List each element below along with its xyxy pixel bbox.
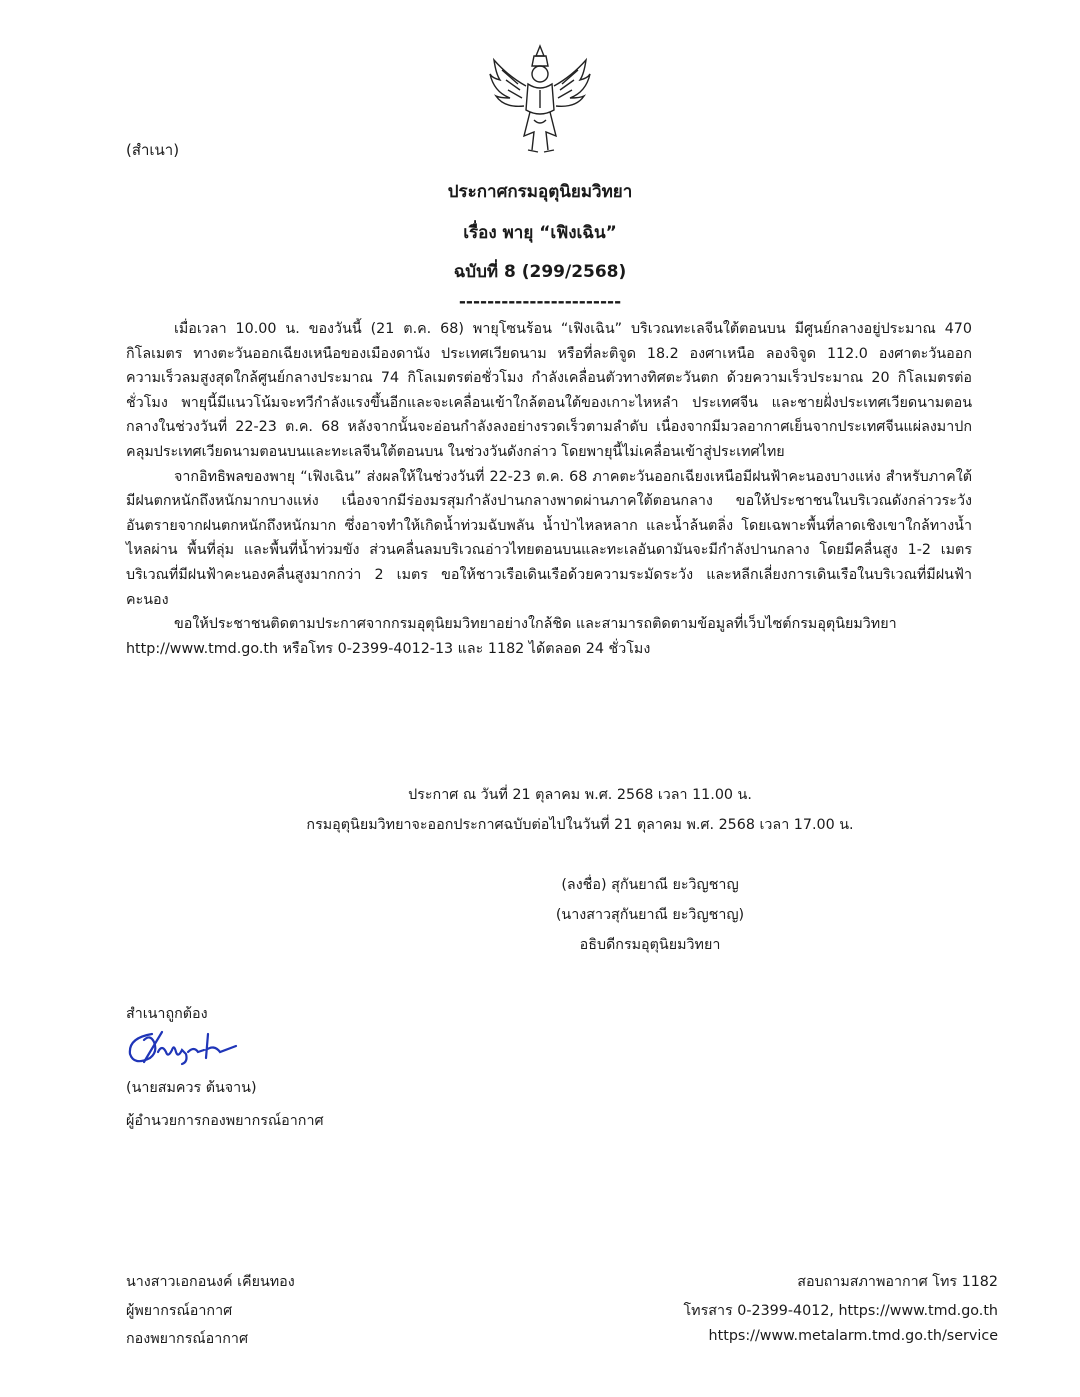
certified-label: สำเนาถูกต้อง (126, 1006, 208, 1022)
paragraph-storm-position: เมื่อเวลา 10.00 น. ของวันนี้ (21 ต.ค. 68) พายุโซนร้อน “เฟิงเฉิน” บริเวณทะเลจีนใต้ตอนบน มีศูนย์กลางอยู่ประมาณ 470 กิโลเมตร ทางตะวันออกเฉียงเหนือของเมืองดานัง ประเทศเวียดนาม หรือที่ละติจูด 18.2 องศาเหนือ ลองจิจูด 112.0 องศาตะวันออก ความเร็วลมสูงสุดใกล้ศูนย์กลางประมาณ 74 กิโลเมตรต่อชั่วโมง กำลังเคลื่อนตัวทางทิศตะวันตก ด้วยความเร็วประมาณ 20 กิโลเมตรต่อชั่วโมง พายุนี้มีแนวโน้มจะทวีกำลังแรงขึ้นอีกและจะเคลื่อนเข้าใกล้ตอนใต้ของเกาะไหหลำ ประเทศจีน และชายฝั่งประเทศเวียดนามตอนกลางในช่วงวันที่ 22-23 ต.ค. 68 หลังจากนั้นจะอ่อนกำลังลงอย่างรวดเร็วตามลำดับ เนื่องจากมีมวลอากาศเย็นจากประเทศจีนแผ่ลงมาปกคลุมประเทศเวียดนามตอนบนและทะเลจีนใต้ตอนบน ในช่วงวันดังกล่าว โดยพายุนี้ไม่เคลื่อนเข้าสู่ประเทศไทย (126, 321, 972, 460)
announcement-issue: ฉบับที่ 8 (299/2568) (453, 262, 627, 282)
announce-date: ประกาศ ณ วันที่ 21 ตุลาคม พ.ศ. 2568 เวลา 11.00 น. (408, 787, 752, 803)
footer-service-link: https://www.metalarm.tmd.go.th/service (708, 1328, 998, 1344)
certifier-position: ผู้อำนวยการกองพยากรณ์อากาศ (126, 1113, 324, 1129)
garuda-emblem-icon (488, 40, 592, 156)
footer-forecaster-role: ผู้พยากรณ์อากาศ (126, 1303, 233, 1319)
certifier-name: (นายสมควร ต้นจาน) (126, 1080, 257, 1096)
footer-forecaster-name: นางสาวเอกอนงค์ เคียนทอง (126, 1274, 295, 1290)
paragraph-follow-up: ขอให้ประชาชนติดตามประกาศจากกรมอุตุนิยมวิทยาอย่างใกล้ชิด และสามารถติดตามข้อมูลที่เว็บไซต์กรมอุตุนิยมวิทยา http://www.tmd.go.th หรือโทร 0-2399-4012-13 และ 1182 ได้ตลอด 24 ชั่วโมง (126, 616, 897, 657)
signed-line: (ลงชื่อ) สุกันยาณี ยะวิญชาญ (561, 877, 739, 893)
copy-note: (สำเนา) (126, 141, 180, 159)
divider: ----------------------- (458, 292, 622, 312)
next-announcement: กรมอุตุนิยมวิทยาจะออกประกาศฉบับต่อไปในวันที่ 21 ตุลาคม พ.ศ. 2568 เวลา 17.00 น. (306, 817, 854, 833)
announcement-subject: เรื่อง พายุ “เฟิงเฉิน” (463, 223, 617, 243)
signatory-name: (นางสาวสุกันยาณี ยะวิญชาญ) (555, 907, 745, 923)
paragraph-impact: จากอิทธิพลของพายุ “เฟิงเฉิน” ส่งผลให้ในช่วงวันที่ 22-23 ต.ค. 68 ภาคตะวันออกเฉียงเหนือมีฝนฟ้าคะนองบางแห่ง สำหรับภาคใต้มีฝนตกหนักถึงหนักมากบางแห่ง เนื่องจากมีร่องมรสุมกำลังปานกลางพาดผ่านภาคใต้ตอนกลาง ขอให้ประชาชนในบริเวณดังกล่าวระวังอันตรายจากฝนตกหนักถึงหนักมาก ซึ่งอาจทำให้เกิดน้ำท่วมฉับพลัน น้ำป่าไหลหลาก และน้ำล้นตลิ่ง โดยเฉพาะพื้นที่ลาดเชิงเขาใกล้ทางน้ำไหลผ่าน พื้นที่ลุ่ม และพื้นที่น้ำท่วมขัง ส่วนคลื่นลมบริเวณอ่าวไทยตอนบนและทะเลอันดามันจะมีกำลังปานกลาง โดยมีคลื่นสูง 1-2 เมตร บริเวณที่มีฝนฟ้าคะนองคลื่นสูงมากกว่า 2 เมตร ขอให้ชาวเรือเดินเรือด้วยความระมัดระวัง และหลีกเลี่ยงการเดินเรือในบริเวณที่มีฝนฟ้าคะนอง (126, 468, 972, 608)
handwritten-signature (124, 1024, 244, 1070)
announcement-body (126, 317, 972, 661)
footer-fax-website: โทรสาร 0-2399-4012, https://www.tmd.go.th (683, 1303, 998, 1319)
footer-hotline: สอบถามสภาพอากาศ โทร 1182 (797, 1274, 998, 1290)
signatory-position: อธิบดีกรมอุตุนิยมวิทยา (579, 937, 721, 953)
footer-division: กองพยากรณ์อากาศ (126, 1331, 249, 1347)
announcement-title: ประกาศกรมอุตุนิยมวิทยา (447, 182, 633, 202)
